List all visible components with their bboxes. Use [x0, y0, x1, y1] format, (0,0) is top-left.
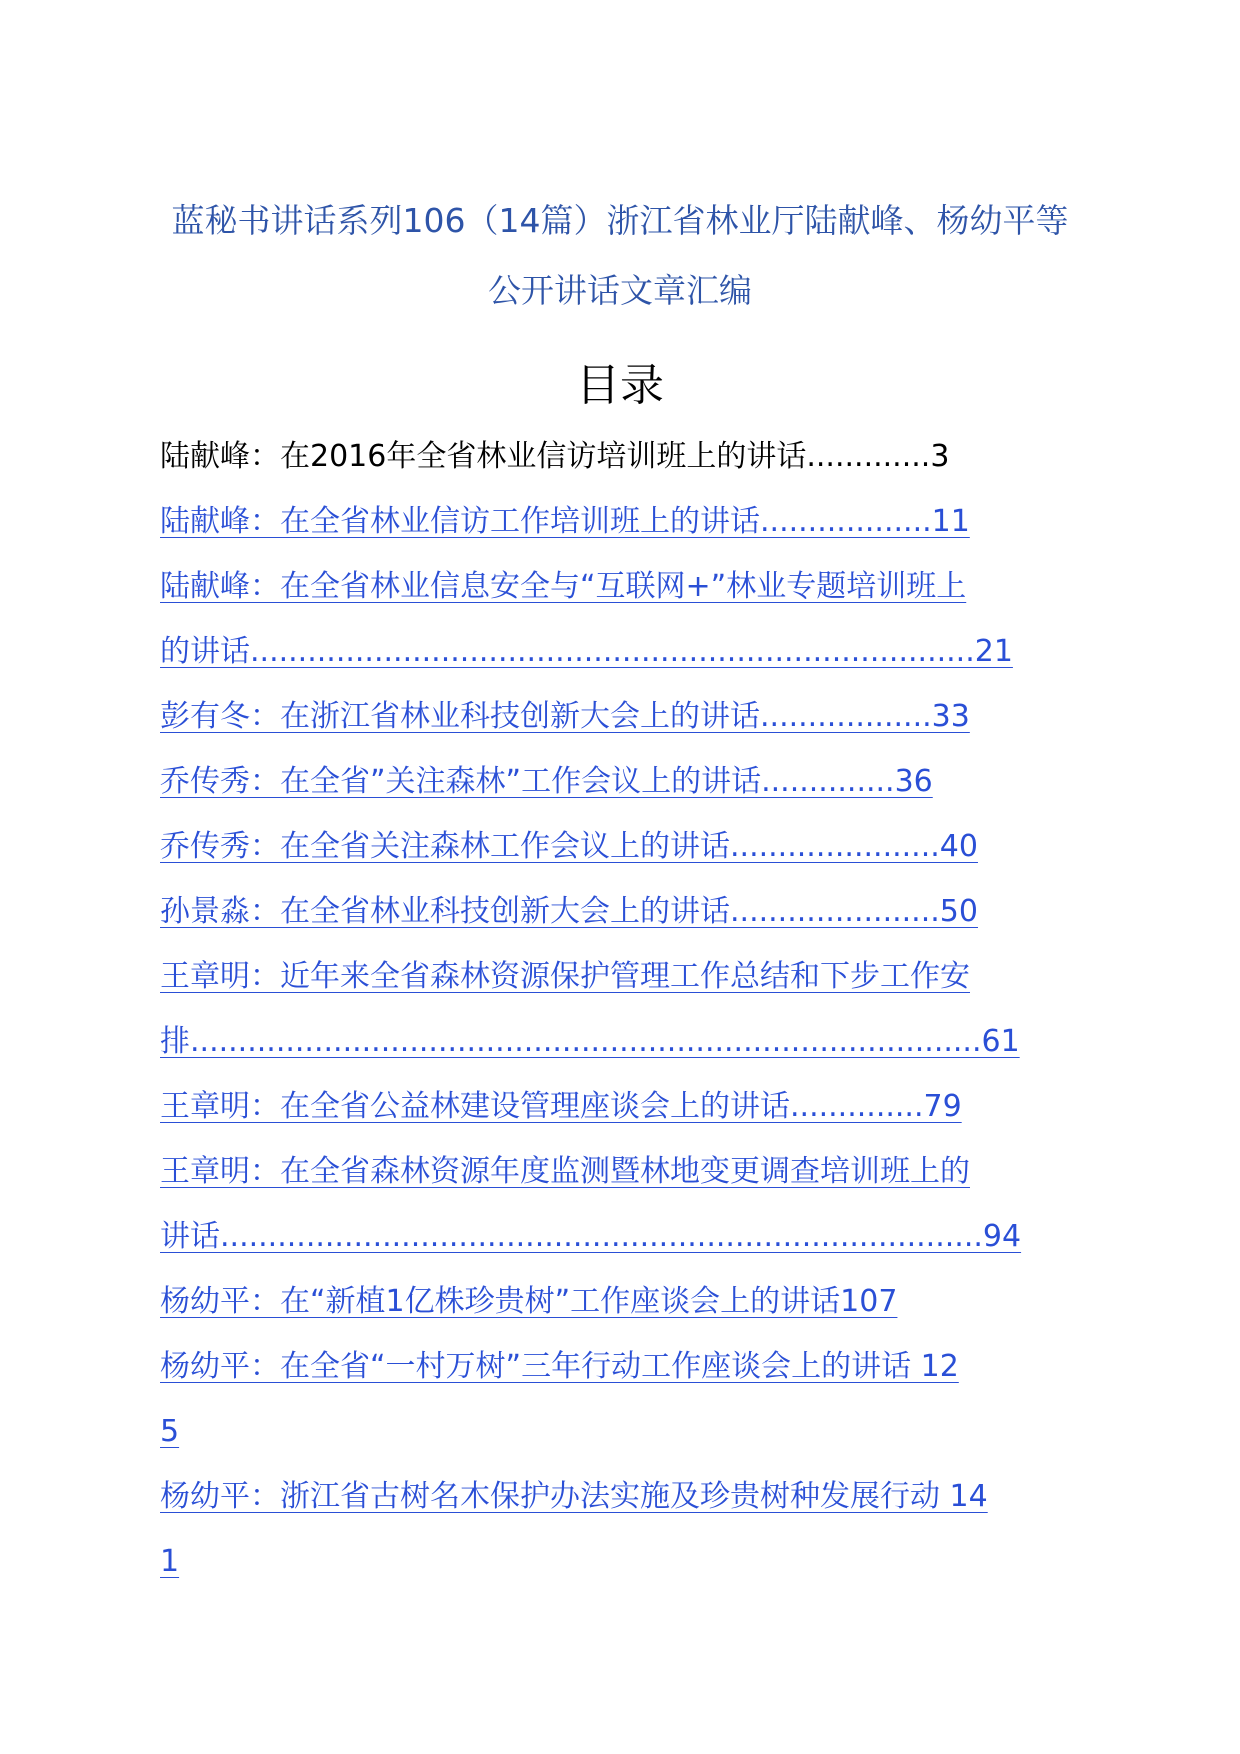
document-title-line-2: 公开讲话文章汇编	[488, 271, 752, 310]
toc-entry-line: 乔传秀：在全省关注森林工作会议上的讲话......................40	[160, 829, 978, 864]
toc-heading: 目录	[576, 360, 664, 411]
toc-entry-line: 讲话................................................................................94	[160, 1219, 1022, 1254]
toc-entry[interactable]	[160, 944, 1090, 1074]
toc-entry-line: 彭有冬：在浙江省林业科技创新大会上的讲话..................33	[160, 699, 970, 734]
toc-entry-line: 杨幼平：在“新植1亿株珍贵树”工作座谈会上的讲话107	[160, 1284, 898, 1319]
toc-entry-line: 乔传秀：在全省”关注森林”工作会议上的讲话..............36	[160, 764, 933, 799]
toc-entry[interactable]	[160, 554, 1090, 684]
toc-entry-line: 王章明：在全省森林资源年度监测暨林地变更调查培训班上的	[160, 1154, 970, 1189]
toc-entry-line: 的讲话............................................................................21	[160, 634, 1013, 669]
toc-entry[interactable]	[160, 1464, 1090, 1594]
toc-entry-line: 杨幼平：浙江省古树名木保护办法实施及珍贵树种发展行动 14	[160, 1479, 988, 1514]
toc-entry-line: 孙景淼：在全省林业科技创新大会上的讲话......................50	[160, 894, 978, 929]
toc-entry[interactable]	[160, 1269, 1090, 1334]
toc-entry[interactable]	[160, 1074, 1090, 1139]
toc-entry[interactable]	[160, 879, 1090, 944]
toc-entry-line: 陆献峰：在全省林业信访工作培训班上的讲话..................11	[160, 504, 970, 539]
toc-entry[interactable]	[160, 1139, 1090, 1269]
toc-entry-line: 5	[160, 1414, 180, 1449]
toc-entry-line: 王章明：在全省公益林建设管理座谈会上的讲话..............79	[160, 1089, 962, 1124]
toc-entry[interactable]	[160, 489, 1090, 554]
toc-entry	[160, 424, 1090, 489]
toc-entry[interactable]	[160, 814, 1090, 879]
toc-entry-line: 1	[160, 1544, 180, 1579]
toc-entry-line: 杨幼平：在全省“一村万树”三年行动工作座谈会上的讲话 12	[160, 1349, 959, 1384]
document-title	[150, 186, 1090, 326]
toc-entry[interactable]	[160, 749, 1090, 814]
toc-entry[interactable]	[160, 684, 1090, 749]
toc-entry[interactable]	[160, 1334, 1090, 1464]
document-title-line-1: 蓝秘书讲话系列106（14篇）浙江省林业厅陆献峰、杨幼平等	[171, 201, 1069, 240]
toc-entry-line: 王章明：近年来全省森林资源保护管理工作总结和下步工作安	[160, 959, 970, 994]
toc-entry-line: 陆献峰：在全省林业信息安全与“互联网+”林业专题培训班上	[160, 569, 967, 604]
toc-entry-line: 陆献峰：在2016年全省林业信访培训班上的讲话.............3	[160, 439, 950, 474]
toc-entry-line: 排...................................................................................61	[160, 1024, 1020, 1059]
table-of-contents	[160, 424, 1090, 1594]
